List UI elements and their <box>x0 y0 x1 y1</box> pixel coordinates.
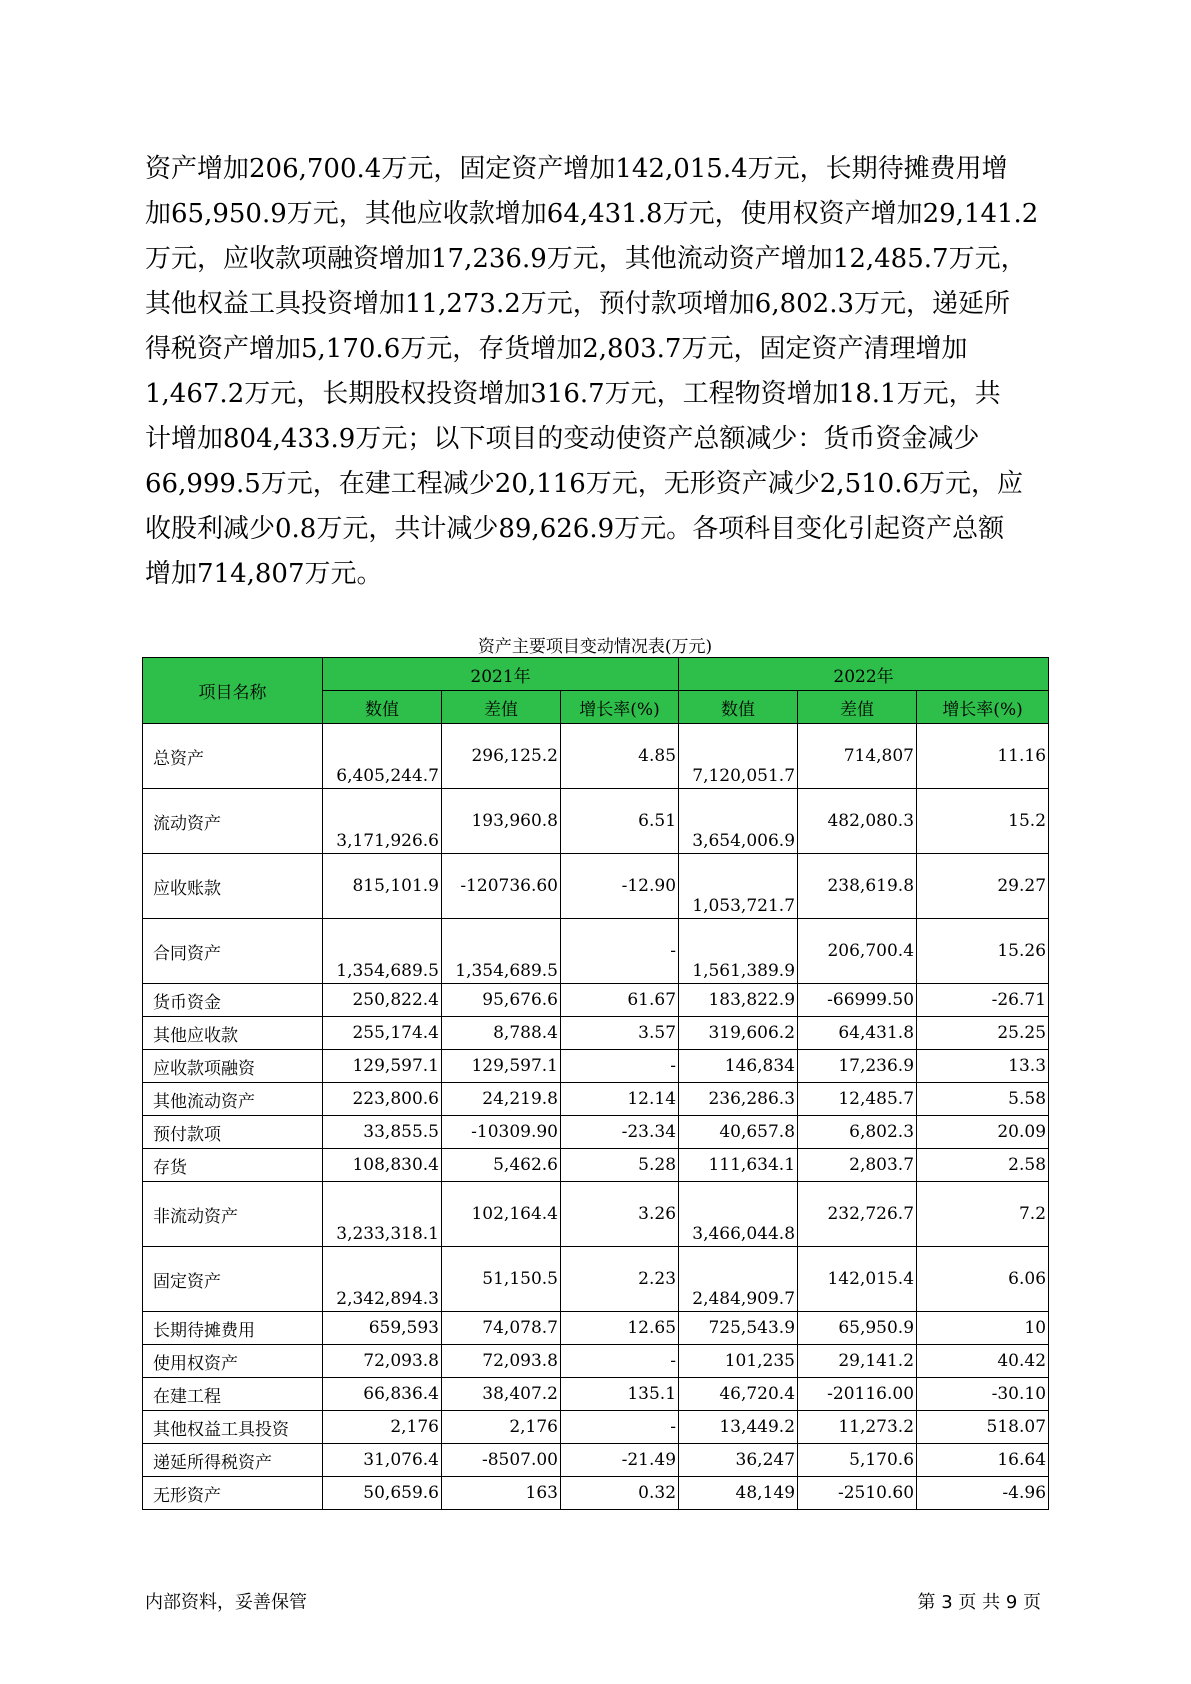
value-2021: 659,593 <box>323 1312 442 1345</box>
diff-2021: 5,462.6 <box>442 1149 561 1182</box>
diff-2021: 129,597.1 <box>442 1050 561 1083</box>
diff-2022: 238,619.8 <box>798 854 917 919</box>
header-year-2022: 2022年 <box>679 658 1049 691</box>
rate-2022: 20.09 <box>917 1116 1049 1149</box>
value-2021: 250,822.4 <box>323 984 442 1017</box>
diff-2022: 11,273.2 <box>798 1411 917 1444</box>
table-row <box>143 1182 1049 1247</box>
value-2022: 40,657.8 <box>679 1116 798 1149</box>
header-item-name: 项目名称 <box>143 658 323 724</box>
value-2021: 815,101.9 <box>323 854 442 919</box>
value-2021: 129,597.1 <box>323 1050 442 1083</box>
diff-2022: 206,700.4 <box>798 919 917 984</box>
rate-2022: 5.58 <box>917 1083 1049 1116</box>
diff-2021: -120736.60 <box>442 854 561 919</box>
row-name: 其他应收款 <box>143 1017 323 1050</box>
row-name: 应收款项融资 <box>143 1050 323 1083</box>
rate-2022: 13.3 <box>917 1050 1049 1083</box>
value-2021: 72,093.8 <box>323 1345 442 1378</box>
header-rate-2022: 增长率(%) <box>917 691 1049 724</box>
value-2021: 3,233,318.1 <box>323 1182 442 1247</box>
table-caption: 资产主要项目变动情况表(万元) <box>477 637 713 657</box>
rate-2021: 0.32 <box>561 1477 679 1510</box>
row-name: 其他权益工具投资 <box>143 1411 323 1444</box>
row-name: 无形资产 <box>143 1477 323 1510</box>
value-2022: 725,543.9 <box>679 1312 798 1345</box>
rate-2021: 12.14 <box>561 1083 679 1116</box>
diff-2021: 102,164.4 <box>442 1182 561 1247</box>
table-row <box>143 984 1049 1017</box>
table-row <box>143 1411 1049 1444</box>
rate-2021: -21.49 <box>561 1444 679 1477</box>
row-name: 使用权资产 <box>143 1345 323 1378</box>
rate-2021: 4.85 <box>561 724 679 789</box>
diff-2021: 2,176 <box>442 1411 561 1444</box>
row-name: 其他流动资产 <box>143 1083 323 1116</box>
value-2022: 48,149 <box>679 1477 798 1510</box>
rate-2021: 6.51 <box>561 789 679 854</box>
value-2022: 236,286.3 <box>679 1083 798 1116</box>
row-name: 应收账款 <box>143 854 323 919</box>
value-2021: 31,076.4 <box>323 1444 442 1477</box>
table-row <box>143 1378 1049 1411</box>
rate-2021: - <box>561 1050 679 1083</box>
row-name: 流动资产 <box>143 789 323 854</box>
table-row <box>143 1050 1049 1083</box>
value-2022: 1,561,389.9 <box>679 919 798 984</box>
rate-2021: 61.67 <box>561 984 679 1017</box>
rate-2022: 16.64 <box>917 1444 1049 1477</box>
rate-2022: 29.27 <box>917 854 1049 919</box>
value-2022: 1,053,721.7 <box>679 854 798 919</box>
diff-2021: 8,788.4 <box>442 1017 561 1050</box>
value-2021: 6,405,244.7 <box>323 724 442 789</box>
value-2022: 3,654,006.9 <box>679 789 798 854</box>
diff-2021: 1,354,689.5 <box>442 919 561 984</box>
value-2021: 108,830.4 <box>323 1149 442 1182</box>
diff-2021: 38,407.2 <box>442 1378 561 1411</box>
paragraph-line: 资产增加206,700.4万元，固定资产增加142,015.4万元，长期待摊费用增 <box>145 154 1008 184</box>
diff-2022: -20116.00 <box>798 1378 917 1411</box>
diff-2021: 193,960.8 <box>442 789 561 854</box>
row-name: 预付款项 <box>143 1116 323 1149</box>
paragraph-line: 增加714,807万元。 <box>145 559 383 589</box>
value-2022: 319,606.2 <box>679 1017 798 1050</box>
paragraph-line: 1,467.2万元，长期股权投资增加316.7万元，工程物资增加18.1万元，共 <box>145 379 1001 409</box>
diff-2021: 24,219.8 <box>442 1083 561 1116</box>
value-2022: 146,834 <box>679 1050 798 1083</box>
header-value-2022: 数值 <box>679 691 798 724</box>
value-2021: 33,855.5 <box>323 1116 442 1149</box>
table-row <box>143 1017 1049 1050</box>
paragraph-line: 加65,950.9万元，其他应收款增加64,431.8万元，使用权资产增加29,141.2 <box>145 199 1039 229</box>
paragraph-line: 计增加804,433.9万元；以下项目的变动使资产总额减少：货币资金减少 <box>145 424 980 454</box>
diff-2022: 232,726.7 <box>798 1182 917 1247</box>
diff-2021: 51,150.5 <box>442 1247 561 1312</box>
diff-2022: -2510.60 <box>798 1477 917 1510</box>
table-row <box>143 1149 1049 1182</box>
header-year-2021: 2021年 <box>323 658 679 691</box>
value-2022: 101,235 <box>679 1345 798 1378</box>
diff-2022: 5,170.6 <box>798 1444 917 1477</box>
table-row <box>143 1444 1049 1477</box>
value-2022: 13,449.2 <box>679 1411 798 1444</box>
table-row <box>143 854 1049 919</box>
table-row <box>143 1345 1049 1378</box>
rate-2022: 7.2 <box>917 1182 1049 1247</box>
row-name: 总资产 <box>143 724 323 789</box>
row-name: 在建工程 <box>143 1378 323 1411</box>
diff-2022: 6,802.3 <box>798 1116 917 1149</box>
value-2021: 223,800.6 <box>323 1083 442 1116</box>
rate-2021: - <box>561 1411 679 1444</box>
value-2021: 3,171,926.6 <box>323 789 442 854</box>
table-row <box>143 1247 1049 1312</box>
rate-2022: 518.07 <box>917 1411 1049 1444</box>
rate-2022: 25.25 <box>917 1017 1049 1050</box>
diff-2021: 163 <box>442 1477 561 1510</box>
value-2021: 255,174.4 <box>323 1017 442 1050</box>
value-2022: 2,484,909.7 <box>679 1247 798 1312</box>
row-name: 存货 <box>143 1149 323 1182</box>
value-2022: 183,822.9 <box>679 984 798 1017</box>
rate-2022: 40.42 <box>917 1345 1049 1378</box>
header-value-2021: 数值 <box>323 691 442 724</box>
table-row <box>143 1477 1049 1510</box>
rate-2022: -30.10 <box>917 1378 1049 1411</box>
table-row <box>143 1116 1049 1149</box>
rate-2021: 3.57 <box>561 1017 679 1050</box>
paragraph-line: 万元，应收款项融资增加17,236.9万元，其他流动资产增加12,485.7万元， <box>145 244 1027 274</box>
rate-2022: -4.96 <box>917 1477 1049 1510</box>
value-2021: 2,176 <box>323 1411 442 1444</box>
value-2022: 3,466,044.8 <box>679 1182 798 1247</box>
rate-2021: - <box>561 919 679 984</box>
value-2021: 66,836.4 <box>323 1378 442 1411</box>
value-2021: 50,659.6 <box>323 1477 442 1510</box>
paragraph-line: 其他权益工具投资增加11,273.2万元，预付款项增加6,802.3万元，递延所 <box>145 289 1011 319</box>
rate-2021: - <box>561 1345 679 1378</box>
value-2022: 46,720.4 <box>679 1378 798 1411</box>
rate-2022: 15.26 <box>917 919 1049 984</box>
diff-2022: 714,807 <box>798 724 917 789</box>
asset-change-table <box>142 657 1049 1510</box>
rate-2022: 6.06 <box>917 1247 1049 1312</box>
rate-2021: 135.1 <box>561 1378 679 1411</box>
footer-confidential-note: 内部资料，妥善保管 <box>145 1592 307 1613</box>
rate-2021: -23.34 <box>561 1116 679 1149</box>
diff-2022: 12,485.7 <box>798 1083 917 1116</box>
diff-2021: 95,676.6 <box>442 984 561 1017</box>
diff-2022: 142,015.4 <box>798 1247 917 1312</box>
diff-2022: 482,080.3 <box>798 789 917 854</box>
diff-2022: 64,431.8 <box>798 1017 917 1050</box>
paragraph-line: 66,999.5万元，在建工程减少20,116万元，无形资产减少2,510.6万元，应 <box>145 469 1023 499</box>
diff-2022: 29,141.2 <box>798 1345 917 1378</box>
rate-2022: 11.16 <box>917 724 1049 789</box>
diff-2021: 72,093.8 <box>442 1345 561 1378</box>
value-2022: 36,247 <box>679 1444 798 1477</box>
value-2021: 2,342,894.3 <box>323 1247 442 1312</box>
row-name: 递延所得税资产 <box>143 1444 323 1477</box>
diff-2021: -10309.90 <box>442 1116 561 1149</box>
diff-2022: 17,236.9 <box>798 1050 917 1083</box>
table-row <box>143 724 1049 789</box>
header-diff-2021: 差值 <box>442 691 561 724</box>
diff-2021: 296,125.2 <box>442 724 561 789</box>
paragraph-line: 得税资产增加5,170.6万元，存货增加2,803.7万元，固定资产清理增加 <box>145 334 968 364</box>
footer-page-number: 第 3 页 共 9 页 <box>917 1592 1041 1613</box>
row-name: 固定资产 <box>143 1247 323 1312</box>
rate-2022: 2.58 <box>917 1149 1049 1182</box>
value-2022: 7,120,051.7 <box>679 724 798 789</box>
table-row <box>143 919 1049 984</box>
table-row <box>143 1312 1049 1345</box>
diff-2022: -66999.50 <box>798 984 917 1017</box>
table-row <box>143 789 1049 854</box>
rate-2021: 2.23 <box>561 1247 679 1312</box>
row-name: 长期待摊费用 <box>143 1312 323 1345</box>
row-name: 合同资产 <box>143 919 323 984</box>
rate-2022: 15.2 <box>917 789 1049 854</box>
rate-2022: -26.71 <box>917 984 1049 1017</box>
rate-2021: 12.65 <box>561 1312 679 1345</box>
row-name: 非流动资产 <box>143 1182 323 1247</box>
rate-2022: 10 <box>917 1312 1049 1345</box>
table-row <box>143 1083 1049 1116</box>
diff-2021: 74,078.7 <box>442 1312 561 1345</box>
value-2022: 111,634.1 <box>679 1149 798 1182</box>
diff-2022: 65,950.9 <box>798 1312 917 1345</box>
header-diff-2022: 差值 <box>798 691 917 724</box>
rate-2021: 5.28 <box>561 1149 679 1182</box>
rate-2021: -12.90 <box>561 854 679 919</box>
value-2021: 1,354,689.5 <box>323 919 442 984</box>
rate-2021: 3.26 <box>561 1182 679 1247</box>
paragraph-line: 收股利减少0.8万元，共计减少89,626.9万元。各项科目变化引起资产总额 <box>145 514 1005 544</box>
row-name: 货币资金 <box>143 984 323 1017</box>
body-paragraph <box>145 147 1075 597</box>
diff-2021: -8507.00 <box>442 1444 561 1477</box>
header-rate-2021: 增长率(%) <box>561 691 679 724</box>
diff-2022: 2,803.7 <box>798 1149 917 1182</box>
